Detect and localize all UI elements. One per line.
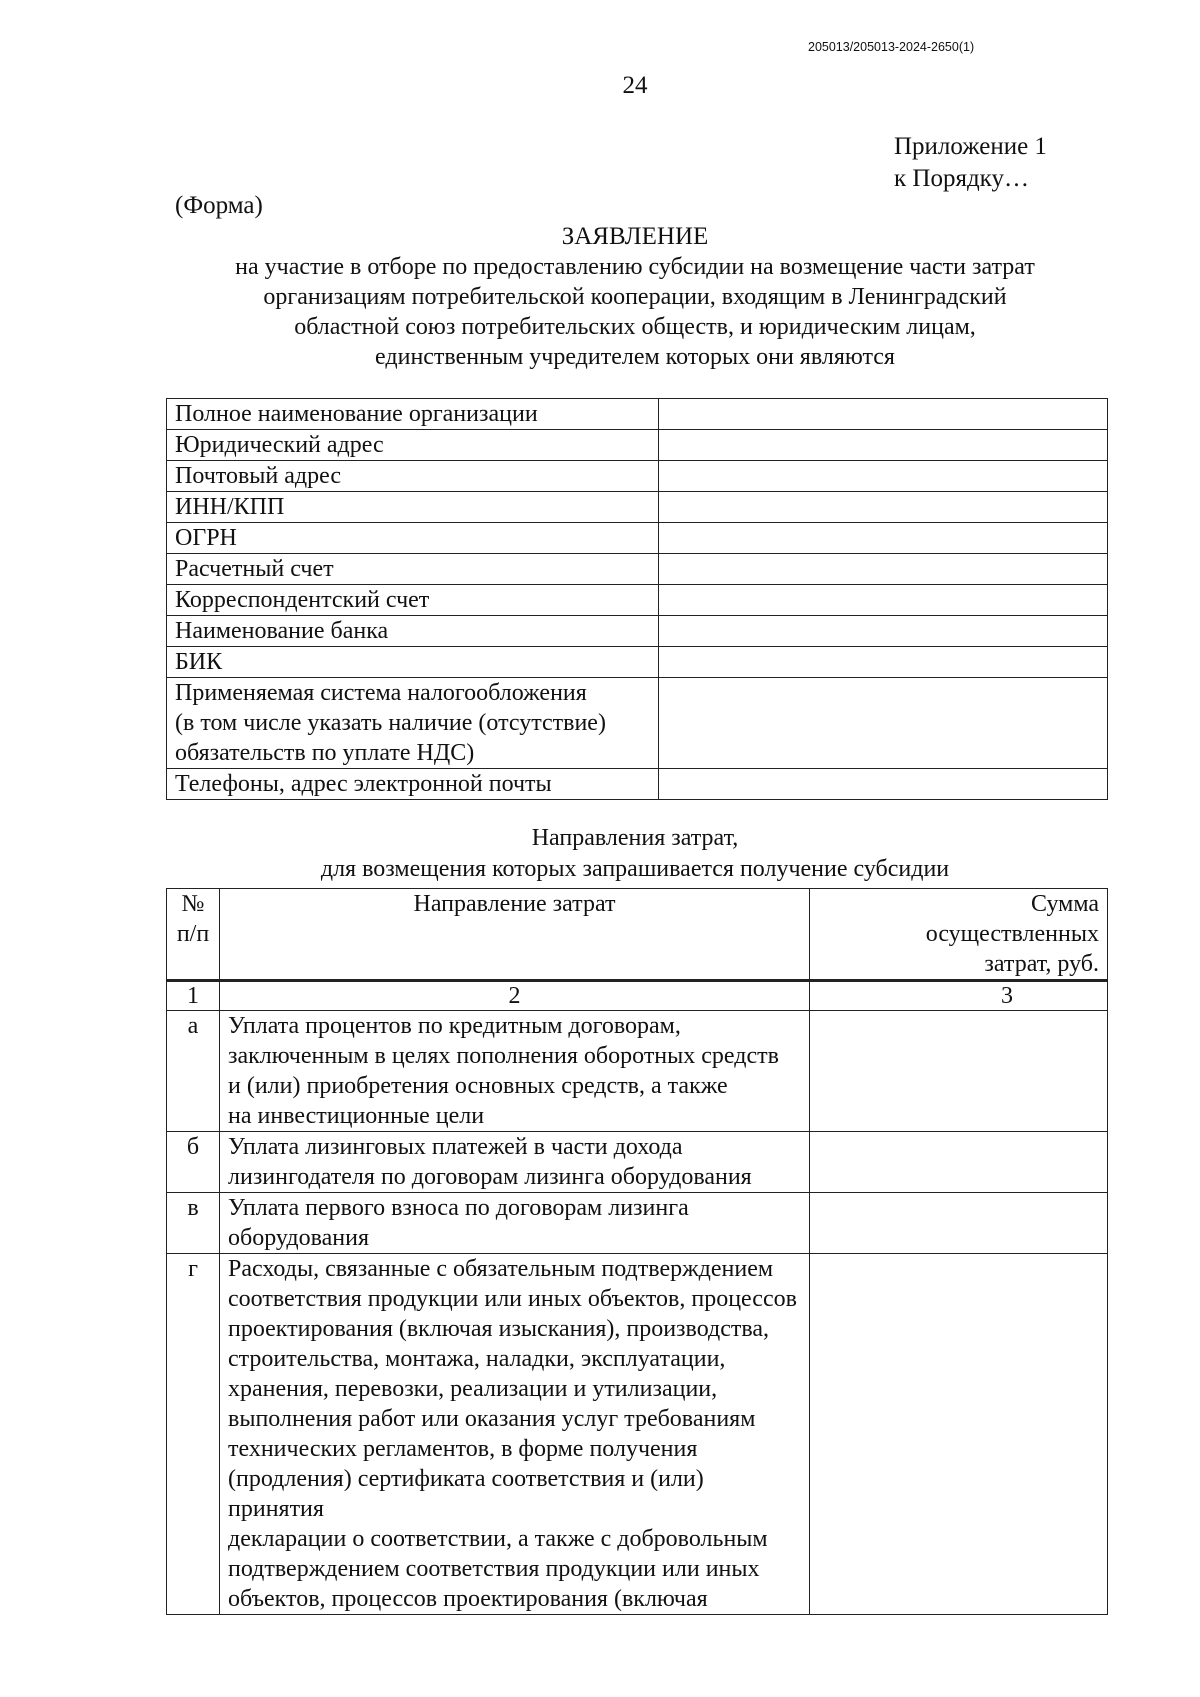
requisite-value[interactable] [659,430,1108,461]
table-row [167,1254,1108,1615]
row-index: б [167,1132,220,1193]
requisite-label: Юридический адрес [167,430,659,461]
table-row [167,647,1108,678]
cost-amount[interactable] [810,1011,1108,1132]
cost-direction: Расходы, связанные с обязательным подтверждением соответствия продукции или иных объектов, процессов проектирования (включая изыскания), производства, строительства, монтажа, наладки, эксплуатации, хранения, перевозки, реализации и утилизации, выполнения работ или оказания услуг требованиям технических регламентов, в форме получения (продления) сертификата соответствия и (или) принятия декларации о соответствии, а также с добровольным подтверждением соответствия продукции или иных объектов, процессов проектирования (включая [220,1254,810,1615]
requisite-label: Расчетный счет [167,554,659,585]
table-row [167,461,1108,492]
requisite-value[interactable] [659,616,1108,647]
column-numbers-row [167,981,1108,1011]
row-index: г [167,1254,220,1615]
column-number: 3 [810,981,1108,1011]
table-header-row [167,889,1108,981]
requisite-value[interactable] [659,647,1108,678]
table-row [167,585,1108,616]
table-row [167,1132,1108,1193]
requisite-label: Применяемая система налогообложения (в том числе указать наличие (отсутствие) обязательств по уплате НДС) [167,678,659,769]
cost-amount[interactable] [810,1132,1108,1193]
requisite-label: Наименование банка [167,616,659,647]
requisite-value[interactable] [659,554,1108,585]
title-line-3: областной союз потребительских обществ, и юридическим лицам, [294,314,976,340]
table-row [167,523,1108,554]
appendix-line-1: Приложение 1 [894,133,1047,160]
column-header-amount: Сумма осуществленных затрат, руб. [810,889,1108,981]
appendix-reference [894,131,1047,195]
requisite-label: Почтовый адрес [167,461,659,492]
appendix-line-2: к Порядку… [894,165,1029,192]
document-id: 205013/205013-2024-2650(1) [808,40,975,54]
table-row [167,616,1108,647]
table-row [167,1011,1108,1132]
table-row [167,678,1108,769]
table-row [167,554,1108,585]
requisite-label: ИНН/КПП [167,492,659,523]
costs-table [166,888,1108,1615]
table-row [167,769,1108,800]
table-row [167,399,1108,430]
costs-section-line-1: Направления затрат, [531,825,739,851]
requisite-value[interactable] [659,769,1108,800]
requisites-table [166,398,1108,800]
cost-direction: Уплата лизинговых платежей в части дохода лизингодателя по договорам лизинга оборудования [220,1132,810,1193]
requisite-value[interactable] [659,523,1108,554]
requisite-label: БИК [167,647,659,678]
costs-section-title [185,823,1085,885]
cost-amount[interactable] [810,1254,1108,1615]
requisite-value[interactable] [659,492,1108,523]
table-row [167,430,1108,461]
requisite-label: Корреспондентский счет [167,585,659,616]
document-title: ЗАЯВЛЕНИЕ [561,223,709,250]
row-index: а [167,1011,220,1132]
page-number: 24 [622,72,648,99]
cost-direction: Уплата первого взноса по договорам лизинга оборудования [220,1193,810,1254]
title-line-4: единственным учредителем которых они являются [375,344,895,370]
column-number: 1 [167,981,220,1011]
costs-section-line-2: для возмещения которых запрашивается получение субсидии [320,856,950,882]
title-line-2: организациям потребительской кооперации, входящим в Ленинградский [263,284,1007,310]
cost-direction: Уплата процентов по кредитным договорам, заключенным в целях пополнения оборотных средств и (или) приобретения основных средств, а также на инвестиционные цели [220,1011,810,1132]
requisite-value[interactable] [659,585,1108,616]
requisite-label: Полное наименование организации [167,399,659,430]
cost-amount[interactable] [810,1193,1108,1254]
title-line-1: на участие в отборе по предоставлению субсидии на возмещение части затрат [235,254,1035,280]
requisite-label: ОГРН [167,523,659,554]
column-number: 2 [220,981,810,1011]
table-row [167,492,1108,523]
requisite-value[interactable] [659,461,1108,492]
requisite-label: Телефоны, адрес электронной почты [167,769,659,800]
column-header-number: № п/п [167,889,220,981]
row-index: в [167,1193,220,1254]
table-row [167,1193,1108,1254]
column-header-direction: Направление затрат [220,889,810,981]
requisite-value[interactable] [659,399,1108,430]
title-block [155,222,1115,372]
requisite-value[interactable] [659,678,1108,769]
form-label: (Форма) [175,192,263,219]
